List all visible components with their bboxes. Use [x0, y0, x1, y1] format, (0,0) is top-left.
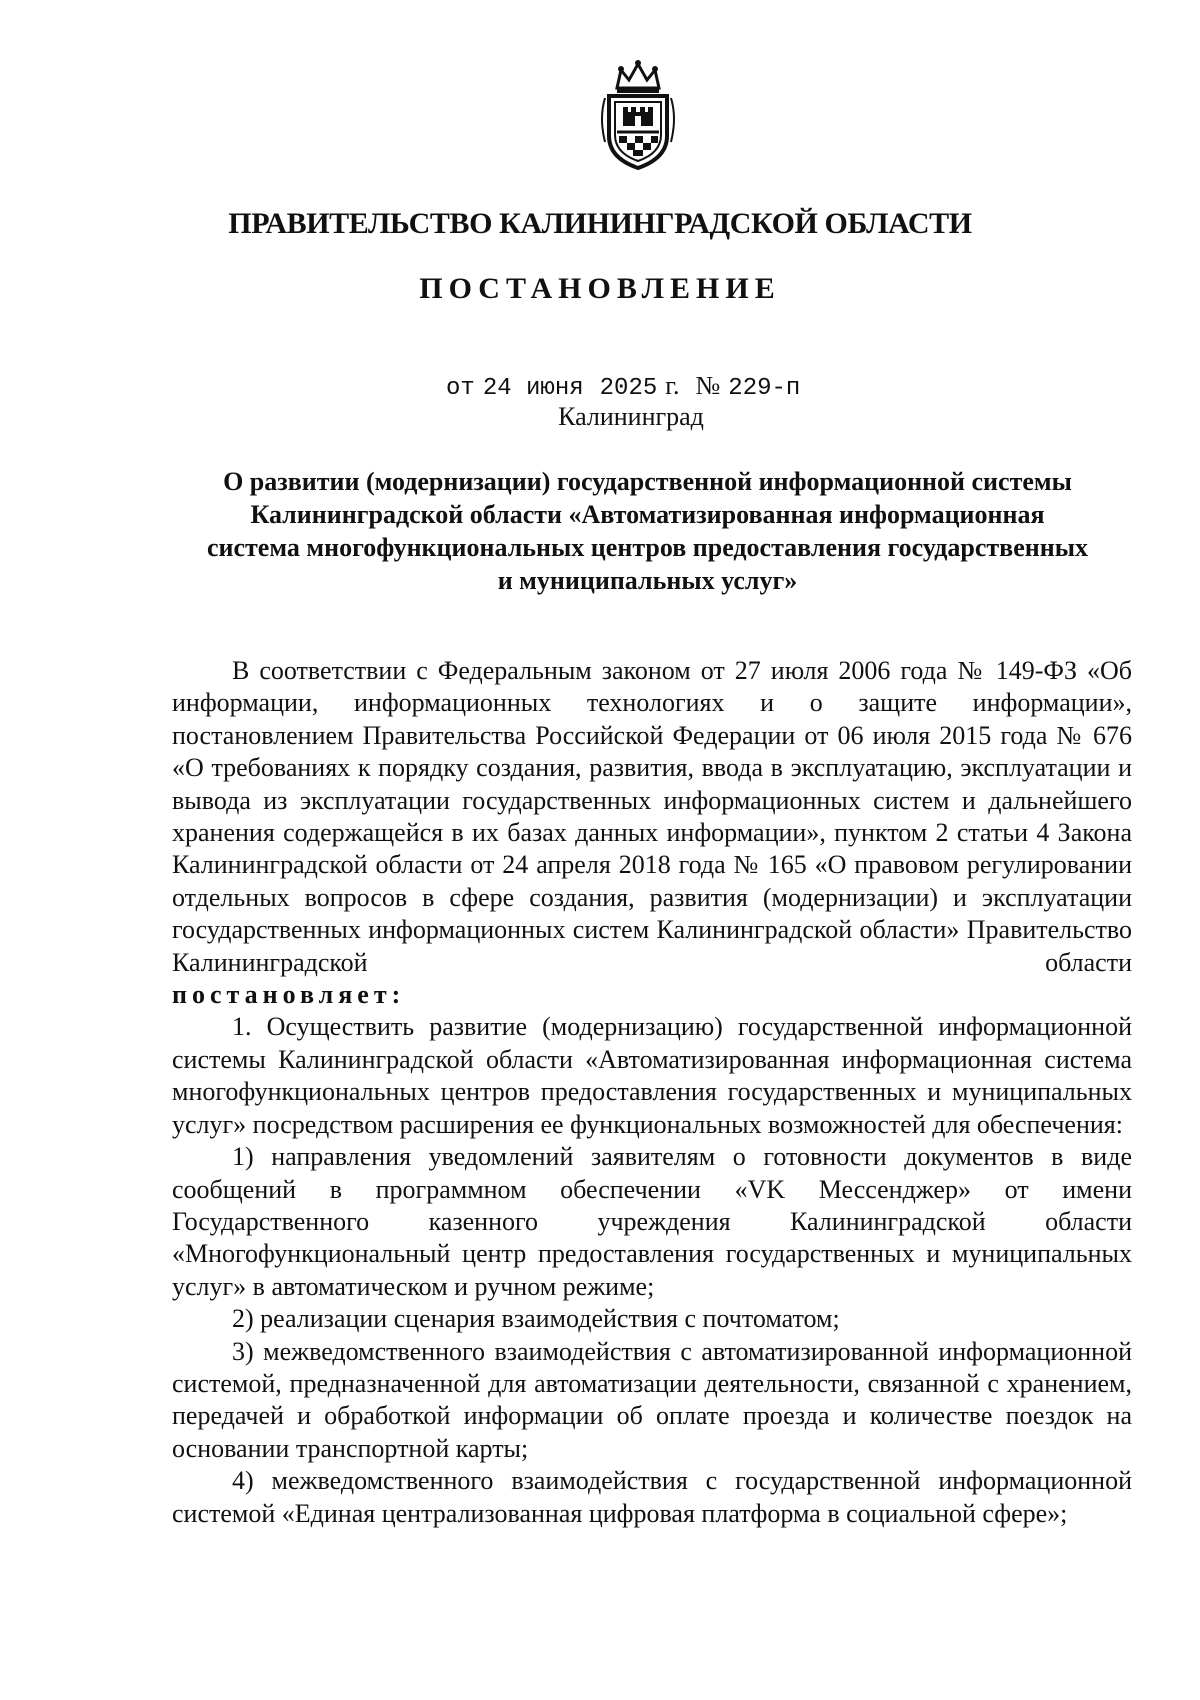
- subitem-1-paragraph: 1) направления уведомлений заявителям о готовности документов в виде сообщений в программном обеспечении «VK Мессенджер» от имени Государственного казенного учреждения Калининградской области «Многофункциональный центр предоставления государственных и муниципальных услуг» в автоматическом и ручном режиме;: [172, 1142, 1132, 1301]
- coat-of-arms-icon: [595, 58, 681, 174]
- subitem-2-paragraph: 2) реализации сценария взаимодействия с почтоматом;: [232, 1304, 840, 1334]
- subject-line: система многофункциональных центров предоставления государственных: [206, 533, 1089, 562]
- decree-word: постановляет:: [172, 980, 406, 1010]
- preamble-paragraph: В соответствии с Федеральным законом от 27 июля 2006 года № 149-ФЗ «Об информации, информационных технологиях и о защите информации», постановлением Правительства Российской Федерации от 06 июля 2015 года № 676 «О требованиях к порядку создания, развития, ввода в эксплуатацию, эксплуатации и вывода из эксплуатации государственных информационных систем и дальнейшего хранения содержащейся в их базах данных информации», пунктом 2 статьи 4 Закона Калининградской области от 24 апреля 2018 года № 165 «О правовом регулировании отдельных вопросов в сфере создания, развития (модернизации) и эксплуатации государственных информационных систем Калининградской области» Правительство Калининградской области: [172, 656, 1132, 977]
- date-prefix: от: [446, 375, 475, 402]
- document-body: [172, 655, 1132, 1530]
- document-subject: [160, 465, 1135, 597]
- year-suffix: г.: [665, 371, 680, 400]
- date-number-line: [446, 371, 800, 402]
- subitem-4-paragraph: 4) межведомственного взаимодействия с государственной информационной системой «Единая централизованная цифровая платформа в социальной сфере»;: [172, 1466, 1132, 1528]
- item-1-paragraph: 1. Осуществить развитие (модернизацию) государственной информационной системы Калининградской области «Автоматизированная информационная система многофункциональных центров предоставления государственных и муниципальных услуг» посредством расширения ее функциональных возможностей для обеспечения:: [172, 1012, 1132, 1139]
- city: Калининград: [558, 402, 704, 431]
- government-title: ПРАВИТЕЛЬСТВО КАЛИНИНГРАДСКОЙ ОБЛАСТИ: [228, 207, 972, 240]
- number-sign: №: [695, 371, 721, 400]
- year: 2025: [599, 375, 658, 402]
- document-type: ПОСТАНОВЛЕНИЕ: [419, 272, 781, 305]
- subject-line: и муниципальных услуг»: [497, 566, 798, 595]
- date-value: 24 июня: [482, 375, 584, 402]
- subject-line: О развитии (модернизации) государственной информационной системы: [223, 467, 1072, 496]
- document-number: 229-п: [728, 375, 801, 402]
- decree-word-line: [172, 979, 1132, 1011]
- subitem-3-paragraph: 3) межведомственного взаимодействия с автоматизированной информационной системой, предназначенной для автоматизации деятельности, связанной с хранением, передачей и обработкой информации об оплате проезда и количестве поездок на основании транспортной карты;: [172, 1336, 1132, 1463]
- subject-line: Калининградской области «Автоматизированная информационная: [250, 500, 1045, 529]
